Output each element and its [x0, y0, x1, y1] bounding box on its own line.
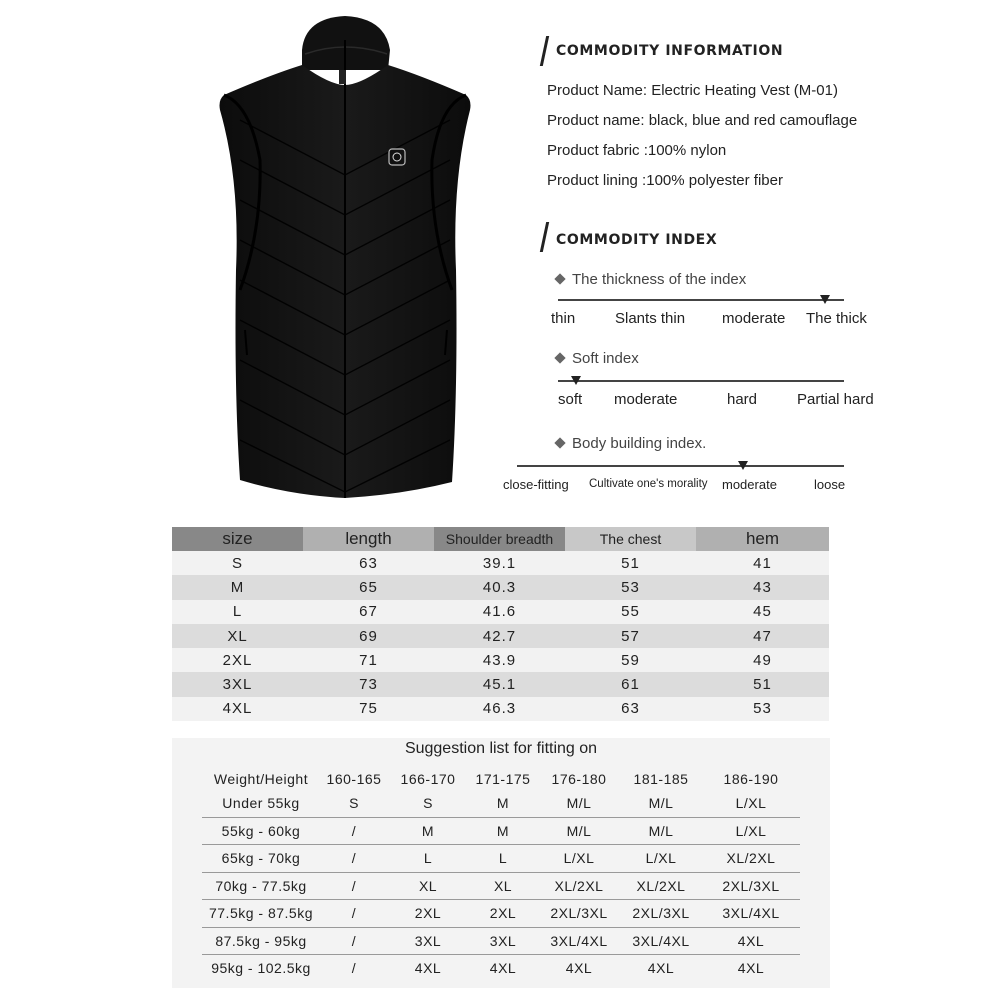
- hem-header: hem: [696, 527, 829, 551]
- table-row: [172, 697, 829, 721]
- body-building-selected-marker: [738, 461, 748, 470]
- cell: 4XL: [737, 960, 765, 977]
- info-product-name: Product Name: Electric Heating Vest (M-01): [547, 82, 838, 99]
- cell: 61: [565, 672, 696, 696]
- cell: 53: [565, 575, 696, 599]
- cell: 2XL/3XL: [538, 900, 620, 928]
- cell: XL: [388, 872, 468, 900]
- cell: L/XL: [538, 845, 620, 873]
- cell: 95kg - 102.5kg: [211, 960, 311, 977]
- cell: 3XL: [468, 927, 538, 955]
- body-label-moderate: moderate: [722, 477, 777, 492]
- cell: /: [320, 872, 388, 900]
- cell: 51: [565, 551, 696, 575]
- cell: M/L: [620, 790, 702, 817]
- cell: 49: [696, 648, 829, 672]
- cell: 4XL: [647, 960, 675, 977]
- cell: 71: [303, 648, 434, 672]
- cell: S: [320, 790, 388, 817]
- cell: 40.3: [434, 575, 565, 599]
- thickness-label-thick: The thick: [806, 310, 867, 327]
- table-row: [172, 600, 829, 624]
- cell: M: [468, 817, 538, 845]
- body-building-index-heading: [556, 435, 706, 452]
- commodity-information-title: COMMODITY INFORMATION: [556, 43, 784, 59]
- height-header: 171-175: [475, 771, 531, 787]
- soft-label-soft: soft: [558, 391, 583, 408]
- body-building-index-label: Body building index.: [572, 435, 707, 452]
- cell: XL/2XL: [538, 872, 620, 900]
- cell: Under 55kg: [202, 790, 320, 817]
- height-header: 160-165: [326, 771, 382, 787]
- cell: 4XL: [489, 960, 517, 977]
- cell: 39.1: [434, 551, 565, 575]
- fitting-table: [202, 768, 800, 982]
- cell: M: [172, 575, 303, 599]
- cell: 3XL: [172, 672, 303, 696]
- cell: M: [468, 790, 538, 817]
- cell: /: [320, 817, 388, 845]
- thickness-label-slants-thin: Slants thin: [615, 310, 686, 327]
- cell: S: [172, 551, 303, 575]
- cell: 69: [303, 624, 434, 648]
- cell: 41.6: [434, 600, 565, 624]
- cell: 45: [696, 600, 829, 624]
- soft-index-label: Soft index: [572, 350, 639, 367]
- cell: 3XL/4XL: [538, 927, 620, 955]
- body-building-scale-line: [517, 465, 844, 467]
- cell: 42.7: [434, 624, 565, 648]
- size-header: size: [172, 527, 303, 551]
- section-slash-decoration: [540, 222, 549, 252]
- cell: 2XL: [388, 900, 468, 928]
- height-header: 176-180: [551, 771, 607, 787]
- chest-header: The chest: [565, 527, 696, 551]
- cell: XL/2XL: [620, 872, 702, 900]
- table-row: [172, 648, 829, 672]
- size-table: [172, 527, 829, 721]
- table-row: [172, 551, 829, 575]
- cell: 41: [696, 551, 829, 575]
- diamond-bullet-icon: [554, 273, 565, 284]
- height-header: 166-170: [400, 771, 456, 787]
- cell: 4XL: [172, 697, 303, 721]
- cell: 2XL: [468, 900, 538, 928]
- fitting-suggestion-panel: [172, 738, 830, 988]
- cell: 3XL: [388, 927, 468, 955]
- cell: XL/2XL: [702, 845, 800, 873]
- cell: 63: [565, 697, 696, 721]
- cell: /: [320, 845, 388, 873]
- cell: 51: [696, 672, 829, 696]
- thickness-index-label: The thickness of the index: [572, 271, 747, 288]
- info-product-fabric: Product fabric :100% nylon: [547, 142, 727, 159]
- soft-index-heading: [556, 350, 639, 367]
- cell: S: [388, 790, 468, 817]
- cell: 65: [303, 575, 434, 599]
- info-product-lining: Product lining :100% polyester fiber: [547, 172, 783, 189]
- cell: 77.5kg - 87.5kg: [202, 900, 320, 928]
- cell: 43.9: [434, 648, 565, 672]
- cell: 65kg - 70kg: [202, 845, 320, 873]
- cell: 70kg - 77.5kg: [202, 872, 320, 900]
- size-table-header-row: [172, 527, 829, 551]
- cell: 47: [696, 624, 829, 648]
- cell: 2XL/3XL: [702, 872, 800, 900]
- cell: L: [468, 845, 538, 873]
- soft-label-hard: hard: [727, 391, 758, 408]
- height-header: 181-185: [633, 771, 689, 787]
- cell: L: [388, 845, 468, 873]
- info-product-colors: Product name: black, blue and red camouflage: [547, 112, 858, 129]
- body-label-cultivate: Cultivate one's morality: [589, 478, 708, 490]
- body-label-loose: loose: [814, 477, 846, 492]
- section-slash-decoration: [540, 36, 549, 66]
- cell: L/XL: [620, 845, 702, 873]
- cell: 4XL: [414, 960, 442, 977]
- diamond-bullet-icon: [554, 437, 565, 448]
- cell: XL: [468, 872, 538, 900]
- cell: 63: [303, 551, 434, 575]
- length-header: length: [303, 527, 434, 551]
- soft-label-moderate: moderate: [614, 391, 678, 408]
- cell: /: [351, 960, 357, 977]
- cell: 3XL/4XL: [620, 927, 702, 955]
- fitting-header-row: [202, 768, 800, 790]
- cell: 43: [696, 575, 829, 599]
- vest-product-image: [210, 10, 480, 510]
- table-row: [202, 872, 800, 900]
- thickness-label-moderate: moderate: [722, 310, 786, 327]
- cell: 2XL/3XL: [620, 900, 702, 928]
- cell: /: [320, 900, 388, 928]
- cell: 59: [565, 648, 696, 672]
- cell: 4XL: [702, 927, 800, 955]
- thickness-index-heading: [556, 271, 746, 288]
- diamond-bullet-icon: [554, 352, 565, 363]
- commodity-index-title: COMMODITY INDEX: [556, 232, 718, 248]
- table-row: [172, 575, 829, 599]
- table-row: [202, 790, 800, 817]
- shoulder-breadth-header: Shoulder breadth: [434, 527, 565, 551]
- cell: 67: [303, 600, 434, 624]
- cell: XL: [172, 624, 303, 648]
- body-label-close-fitting: close-fitting: [503, 477, 569, 492]
- thickness-label-thin: thin: [551, 310, 576, 327]
- height-header: 186-190: [723, 771, 779, 787]
- soft-selected-marker: [571, 376, 581, 385]
- cell: L/XL: [702, 817, 800, 845]
- cell: 45.1: [434, 672, 565, 696]
- cell: M/L: [538, 790, 620, 817]
- table-row: [202, 927, 800, 955]
- table-row: [202, 900, 800, 928]
- cell: 57: [565, 624, 696, 648]
- weight-height-header: Weight/Height: [213, 771, 309, 787]
- soft-scale-line: [558, 380, 844, 382]
- cell: M/L: [620, 817, 702, 845]
- cell: 4XL: [565, 960, 593, 977]
- cell: 55kg - 60kg: [202, 817, 320, 845]
- table-row: [202, 817, 800, 845]
- table-row: [202, 955, 800, 982]
- table-row: [202, 845, 800, 873]
- cell: M/L: [538, 817, 620, 845]
- thickness-selected-marker: [820, 295, 830, 304]
- table-row: [172, 624, 829, 648]
- cell: 3XL/4XL: [702, 900, 800, 928]
- cell: 75: [303, 697, 434, 721]
- cell: 87.5kg - 95kg: [202, 927, 320, 955]
- table-row: [172, 672, 829, 696]
- cell: L: [172, 600, 303, 624]
- cell: 2XL: [172, 648, 303, 672]
- fitting-title: Suggestion list for fitting on: [404, 740, 598, 757]
- cell: /: [320, 927, 388, 955]
- cell: L/XL: [702, 790, 800, 817]
- thickness-scale-line: [558, 299, 844, 301]
- cell: 55: [565, 600, 696, 624]
- soft-label-partial-hard: Partial hard: [797, 391, 874, 408]
- cell: 53: [696, 697, 829, 721]
- cell: M: [388, 817, 468, 845]
- cell: 46.3: [434, 697, 565, 721]
- cell: 73: [303, 672, 434, 696]
